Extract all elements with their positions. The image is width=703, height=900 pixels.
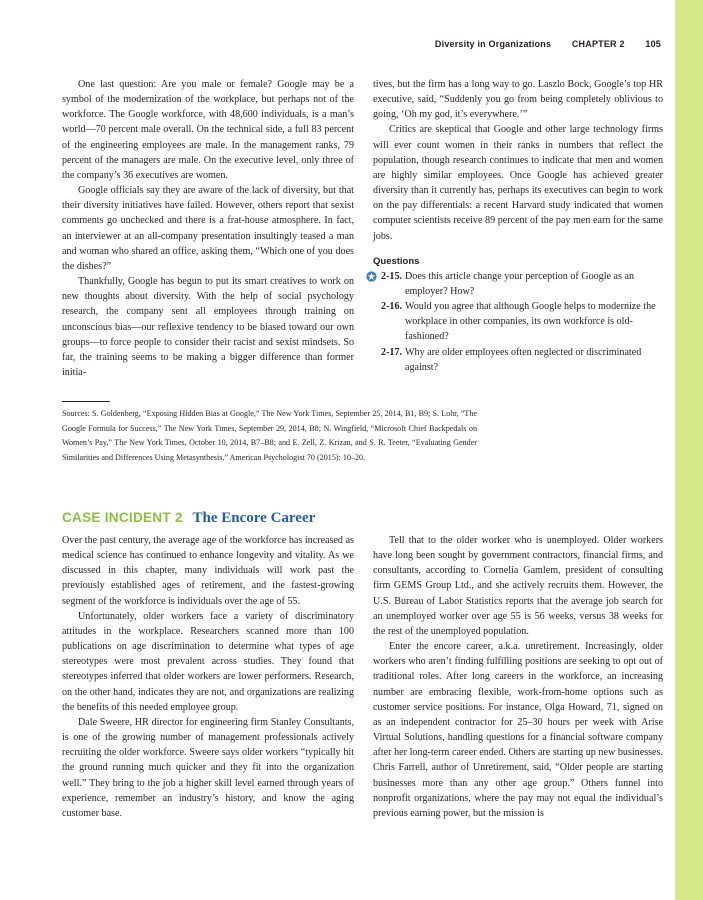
question-number: 2-15. bbox=[381, 270, 403, 282]
question-item bbox=[373, 345, 663, 375]
paragraph: tives, but the firm has a long way to go. Laszlo Bock, Google’s top HR executive, said, “Suddenly you go from being completely oblivious to going, ‘Oh my god, it’s everywhere.’” bbox=[373, 79, 663, 121]
paragraph: Tell that to the older worker who is unemployed. Older workers have long been sought by government contractors, financial firms, and consultants, according to Cornelia Gamlem, president of consulting firm GEMS Group Ltd., and she actively recruits them. However, the U.S. Bureau of Labor Statistics reports that the average job search for an unemployed worker over age 55 is 56 weeks, versus 38 weeks for the rest of the unemployed population. bbox=[373, 535, 663, 637]
question-item bbox=[373, 269, 663, 299]
question-text: Does this article change your perception of Google as an employer? How? bbox=[405, 270, 634, 297]
column-3 bbox=[62, 533, 354, 821]
case-incident-heading bbox=[62, 510, 315, 527]
footnote-rule bbox=[62, 401, 110, 402]
page-number: 105 bbox=[645, 39, 661, 49]
paragraph: Enter the encore career, a.k.a. unretirement. Increasingly, older workers who aren’t finding fulfilling positions are seeking to opt out of traditional roles. After long careers in the workforce, an increasing number are embracing flexible, work-from-home options such as customer service positions. For instance, Olga Howard, 71, signed on as an independent contractor for 25–30 hours per week with Arise Virtual Solutions, handling questions for a financial software company after her long-term career ended. Others are starting up new businesses. Chris Farrell, author of Unretirement, said, “Older people are starting businesses more than any other age group.” Others funnel into nonprofit organizations, where the pay may not equal the individual’s previous earning power, but the mission is bbox=[373, 641, 663, 819]
chapter-label: CHAPTER 2 bbox=[571, 39, 625, 49]
case-incident-label: CASE INCIDENT 2 bbox=[62, 510, 183, 525]
question-number: 2-16. bbox=[381, 301, 403, 313]
question-text: Why are older employees often neglected or discriminated against? bbox=[405, 346, 642, 373]
sources-text: Sources: S. Goldenberg, “Exposing Hidden Bias at Google,” The New York Times, September 25, 2014, B1, B9; S. Lohr, “The Google Formula for Success,” The New York Times, September 29, 2014, B8; N. Wingfield, “Microsoft Chief Backpedals on Women’s Pay,” The New York Times, October 10, 2014, B7–B8; and E. Zell, Z. Krizan, and S. R. Teeter, “Evaluating Gender Similarities and Differences Using Metasynthesis,” American Psychologist 70 (2015): 10–20. bbox=[62, 409, 477, 462]
paragraph: Google officials say they are aware of the lack of diversity, but that their diversity initiatives have failed. However, others report that sexist comments go unchecked and there is a frat-house atmosphere. In fact, an interviewer at an all-company presentation insultingly teased a man and woman who shared an office, asking them, “Which one of you does the dishes?” bbox=[62, 185, 354, 272]
paragraph: Over the past century, the average age of the workforce has increased as medical science has continued to enhance longevity and vitality. As we discussed in this chapter, many individuals will work past the previously established ages of retirement, and the fastest-growing segment of the workforce is individuals over the age of 55. bbox=[62, 535, 354, 607]
paragraph: Unfortunately, older workers face a variety of discriminatory attitudes in the workplace. Researchers scanned more than 100 publications on age discrimination to determine what types of age stereotypes were most prevalent across studies. They found that stereotypes inferred that older workers are lower performers. Research, on the other hand, indicates they are not, and organizations are realizing the benefits of this needed employee group. bbox=[62, 610, 354, 713]
paragraph: Dale Sweere, HR director for engineering firm Stanley Consultants, is one of the growing number of management professionals actively recruiting the older workforce. Sweere says older workers “typically hit the ground running much quicker and they fit into the organization well.” They bring to the job a higher skill level earned through years of experience, remember an industry’s history, and know the aging customer base. bbox=[62, 716, 354, 819]
question-text: Would you agree that although Google helps to modernize the workplace in other companies, its own workforce is old-fashioned? bbox=[405, 301, 656, 343]
question-item bbox=[373, 299, 663, 344]
column-1 bbox=[62, 77, 354, 380]
star-icon bbox=[366, 271, 377, 282]
question-number: 2-17. bbox=[381, 346, 403, 358]
paragraph: Thankfully, Google has begun to put its smart creatives to work on new thoughts about diversity. With the help of social psychology research, the company sent all employees through training on unconscious bias—our reflexive tendency to be biased toward our own groups—to force people to consider their racist and sexist mindsets. So far, the training seems to be making a bigger difference than former initia- bbox=[62, 276, 354, 378]
paragraph: One last question: Are you male or female? Google may be a symbol of the modernization of the workplace, but perhaps not of the workforce. The Google workforce, with 48,600 individuals, is a man’s world—70 percent male overall. On the technical side, a full 83 percent of the engineering employees are male. In the management ranks, 79 percent of the managers are male. On the executive level, only three of the company’s 36 executives are women. bbox=[62, 79, 354, 181]
section-title: Diversity in Organizations bbox=[434, 39, 552, 49]
paragraph: Critics are skeptical that Google and other large technology firms will ever count women in their ranks in numbers that reflect the population, though research continues to indicate that men and women are highly similar employees. Once Google has achieved greater diversity than it currently has, perhaps its executives can begin to work on the pay differentials: a recent Harvard study indicated that women computer scientists receive 89 percent of the pay men earn for the same jobs. bbox=[373, 124, 663, 242]
column-2 bbox=[373, 77, 663, 375]
questions-heading: Questions bbox=[373, 255, 420, 267]
side-color-bar bbox=[675, 0, 703, 900]
column-4 bbox=[373, 533, 663, 821]
sources-footnote bbox=[62, 407, 477, 465]
case-incident-title: The Encore Career bbox=[192, 510, 316, 526]
running-header bbox=[417, 39, 661, 49]
